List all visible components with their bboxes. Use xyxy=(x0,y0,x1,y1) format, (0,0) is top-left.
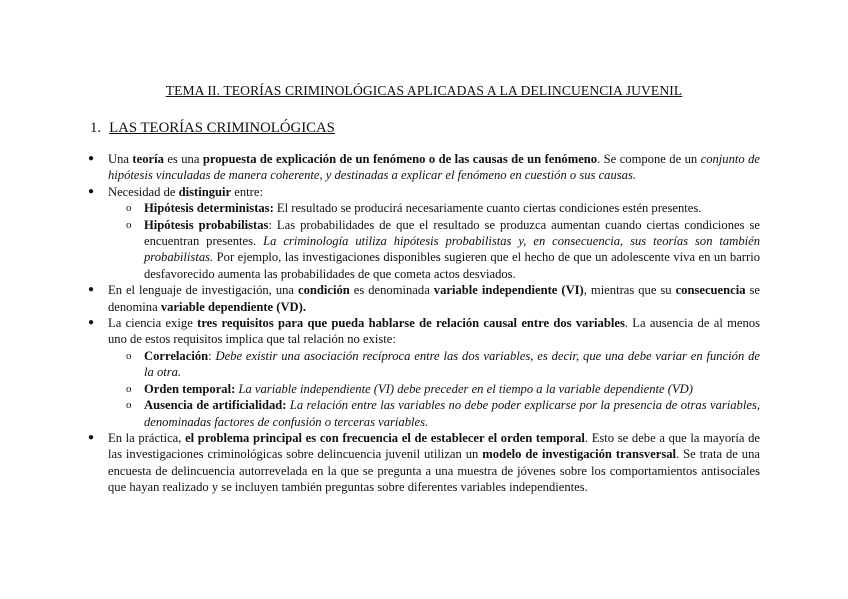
text: entre: xyxy=(231,184,263,199)
text: . Esto se debe a que la mayoría de las investigaciones criminológicas sobre delincuencia juvenil utilizan un xyxy=(108,430,760,462)
text: se denomina xyxy=(108,283,761,314)
bullet-marker: ● xyxy=(88,284,95,296)
bullet-marker: ● xyxy=(88,153,95,164)
bold-text: variable independiente (VI) xyxy=(433,283,584,298)
bold-text: Orden temporal: xyxy=(144,381,236,396)
sub-bullet-correlacion xyxy=(88,348,760,381)
text: La ciencia exige xyxy=(108,316,198,331)
italic-text: Debe existir una asociación recíproca entre las dos variables, es decir, que una debe variar en función de la otra. xyxy=(144,348,761,380)
text: : Las probabilidades de que el resultado se produzca aumentan cuando ciertas condiciones se encuentran presentes. xyxy=(144,217,760,249)
document-body xyxy=(88,151,760,496)
bullet-requisitos xyxy=(88,315,760,348)
section-heading xyxy=(90,120,335,137)
bold-text: variable dependiente (VD). xyxy=(160,299,306,314)
text: es una xyxy=(163,152,203,166)
section-number: 1. xyxy=(90,120,102,136)
bullet-practica xyxy=(88,430,760,496)
text: . Se compone de un xyxy=(597,152,701,166)
text: . Se trata de una encuesta de delincuencia autorrevelada en la que se pregunta a una muestra de jóvenes sobre los comportamientos antisociales que hayan realizado y se incluyen también preguntas sobre diferentes variables independientes. xyxy=(108,447,760,495)
bullet-variables xyxy=(88,282,760,315)
bullet-marker: ● xyxy=(88,185,95,197)
text: Necesidad de xyxy=(108,184,179,199)
bullet-marker: ● xyxy=(88,317,95,329)
sub-bullet-marker: o xyxy=(126,202,132,215)
bold-text: Hipótesis deterministas: xyxy=(144,201,274,216)
bullet-marker: ● xyxy=(88,431,95,443)
bold-text: el problema principal es con frecuencia el de establecer el orden temporal xyxy=(185,430,585,445)
italic-text: conjunto de hipótesis vinculadas de manera coherente, y destinadas a explicar el fenómeno en cuestión o sus causas. xyxy=(108,152,761,183)
text: , mientras que su xyxy=(583,283,676,298)
bold-text: condición xyxy=(297,283,350,298)
bullet-teoria xyxy=(88,151,760,184)
text: El resultado se producirá necesariamente cuanto ciertas condiciones estén presentes. xyxy=(273,201,702,216)
bold-text: Correlación xyxy=(144,348,209,363)
text: Una xyxy=(108,152,133,166)
bold-text: Hipótesis probabilistas xyxy=(144,217,269,232)
bullet-distinguir xyxy=(88,184,760,200)
bold-text: propuesta de explicación de un fenómeno o de las causas de un fenómeno xyxy=(202,152,598,166)
text: . La ausencia de al menos uno de estos requisitos implica que tal relación no existe: xyxy=(108,316,761,347)
bold-text: modelo de investigación transversal xyxy=(482,447,677,462)
italic-text: La criminología utiliza hipótesis probabilistas y, en consecuencia, sus teorías son también probabilistas. xyxy=(144,234,761,265)
text: : xyxy=(208,348,216,363)
bold-text: consecuencia xyxy=(675,283,746,298)
sub-bullet-probabilistas xyxy=(88,217,760,283)
bold-text: Ausencia de artificialidad: xyxy=(144,398,287,413)
italic-text: La relación entre las variables no debe poder explicarse por la presencia de otras variables, denominadas factores de confusión o terceras variables. xyxy=(144,398,760,429)
section-title: LAS TEORÍAS CRIMINOLÓGICAS xyxy=(109,120,335,136)
italic-text: La variable independiente (VI) debe preceder en el tiempo a la variable dependiente (VD) xyxy=(238,381,693,396)
sub-bullet-deterministas xyxy=(88,200,760,216)
sub-bullet-marker: o xyxy=(126,349,132,362)
sub-bullet-marker: o xyxy=(126,218,132,231)
bullet-list xyxy=(88,151,760,496)
sub-bullet-marker: o xyxy=(126,382,132,395)
bold-text: tres requisitos para que pueda hablarse de relación causal entre dos variables xyxy=(197,316,625,331)
sub-bullet-artificialidad xyxy=(88,397,760,430)
sub-bullet-orden-temporal xyxy=(88,381,760,397)
text: es denominada xyxy=(349,283,434,298)
bold-text: distinguir xyxy=(178,184,232,199)
document-title: TEMA II. TEORÍAS CRIMINOLÓGICAS APLICADAS A LA DELINCUENCIA JUVENIL xyxy=(165,83,683,98)
text: En el lenguaje de investigación, una xyxy=(108,283,298,298)
text: Por ejemplo, las investigaciones disponibles sugieren que el hecho de que un adolescente viva en un barrio desfavorecido aumenta las probabilidades de que cometa actos desviados. xyxy=(144,250,760,281)
bold-text: teoría xyxy=(132,152,164,166)
text: En la práctica, xyxy=(108,430,186,445)
sub-bullet-marker: o xyxy=(126,399,132,412)
